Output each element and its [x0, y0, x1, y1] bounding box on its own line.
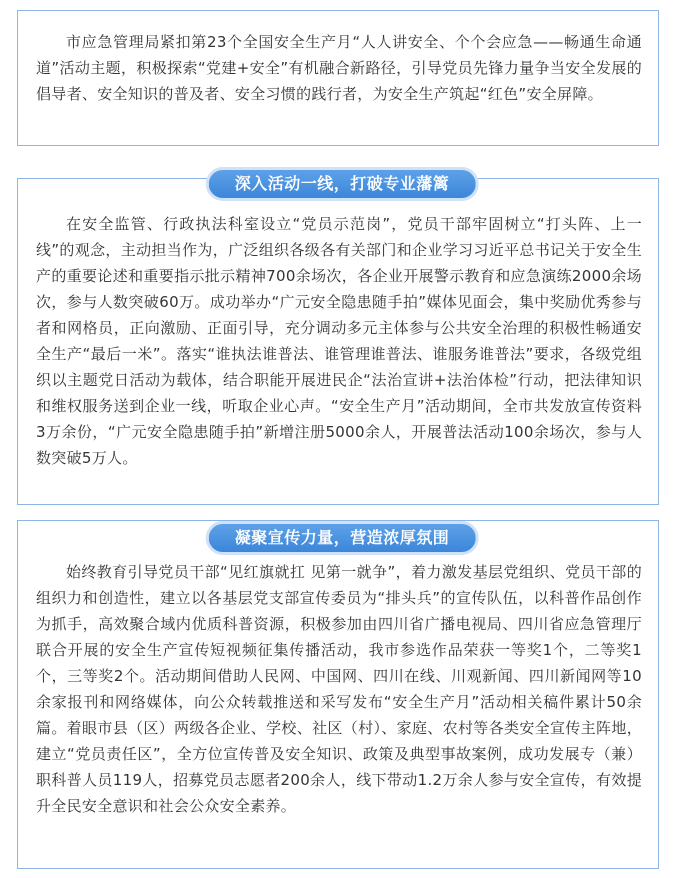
intro-paragraph: 市应急管理局紧扣第23个全国安全生产月“人人讲安全、个个会应急——畅通生命通道”活动主题，积极探索“党建+安全”有机融合新路径，引导党员先锋力量争当安全发展的倡导者、安全知识的普及者、安全习惯的践行者，为安全生产筑起“红色”安全屏障。 — [36, 33, 642, 103]
section-2-paragraph: 始终教育引导党员干部“见红旗就扛 见第一就争”，着力激发基层党组织、党员干部的组织力和创造性，建立以各基层党支部宣传委员为“排头兵”的宣传队伍，以科普作品创作为抓手，高效聚合域内优质科普资源，积极参加由四川省广播电视局、四川省应急管理厅联合开展的安全生产宣传短视频征集传播活动，我市参选作品荣获一等奖1个，二等奖1个，三等奖2个。活动期间借助人民网、中国网、四川在线、川观新闻、四川新闻网等10余家报刊和网络媒体，向公众转载推送和采写发布“安全生产月”活动相关稿件累计50余篇。着眼市县（区）两级各企业、学校、社区（村）、家庭、农村等各类安全宣传主阵地，建立“党员责任区”，全方位宣传普及安全知识、政策及典型事故案例，成功发展专（兼）职科普人员119人，招募党员志愿者200余人，线下带动1.2万余人参与安全宣传，有效提升全民安全意识和社会公众安全素养。 — [36, 563, 642, 815]
intro-card — [17, 10, 659, 146]
section-1-paragraph: 在安全监管、行政执法科室设立“党员示范岗”，党员干部牢固树立“打头阵、上一线”的观念，主动担当作为，广泛组织各级各有关部门和企业学习习近平总书记关于安全生产的重要论述和重要指示批示精神700余场次，各企业开展警示教育和应急演练2000余场次，参与人数突破60万。成功举办“广元安全隐患随手拍”媒体见面会，集中奖励优秀参与者和网格员，正向激励、正面引导，充分调动多元主体参与公共安全治理的积极性畅通安全生产“最后一米”。落实“谁执法谁普法、谁管理谁普法、谁服务谁普法”要求，各级党组织以主题党日活动为载体，结合职能开展进民企“法治宣讲+法治体检”行动，把法律知识和维权服务送到企业一线，听取企业心声。“安全生产月”活动期间，全市共发放宣传资料3万余份，“广元安全隐患随手拍”新增注册5000余人，开展普法活动100余场次，参与人数突破5万人。 — [36, 215, 642, 467]
section-1-title: 深入活动一线，打破专业藩篱 — [206, 167, 479, 201]
section-2-card — [17, 520, 659, 869]
section-2-title: 凝聚宣传力量，营造浓厚氛围 — [206, 521, 479, 555]
section-1-card — [17, 178, 659, 505]
